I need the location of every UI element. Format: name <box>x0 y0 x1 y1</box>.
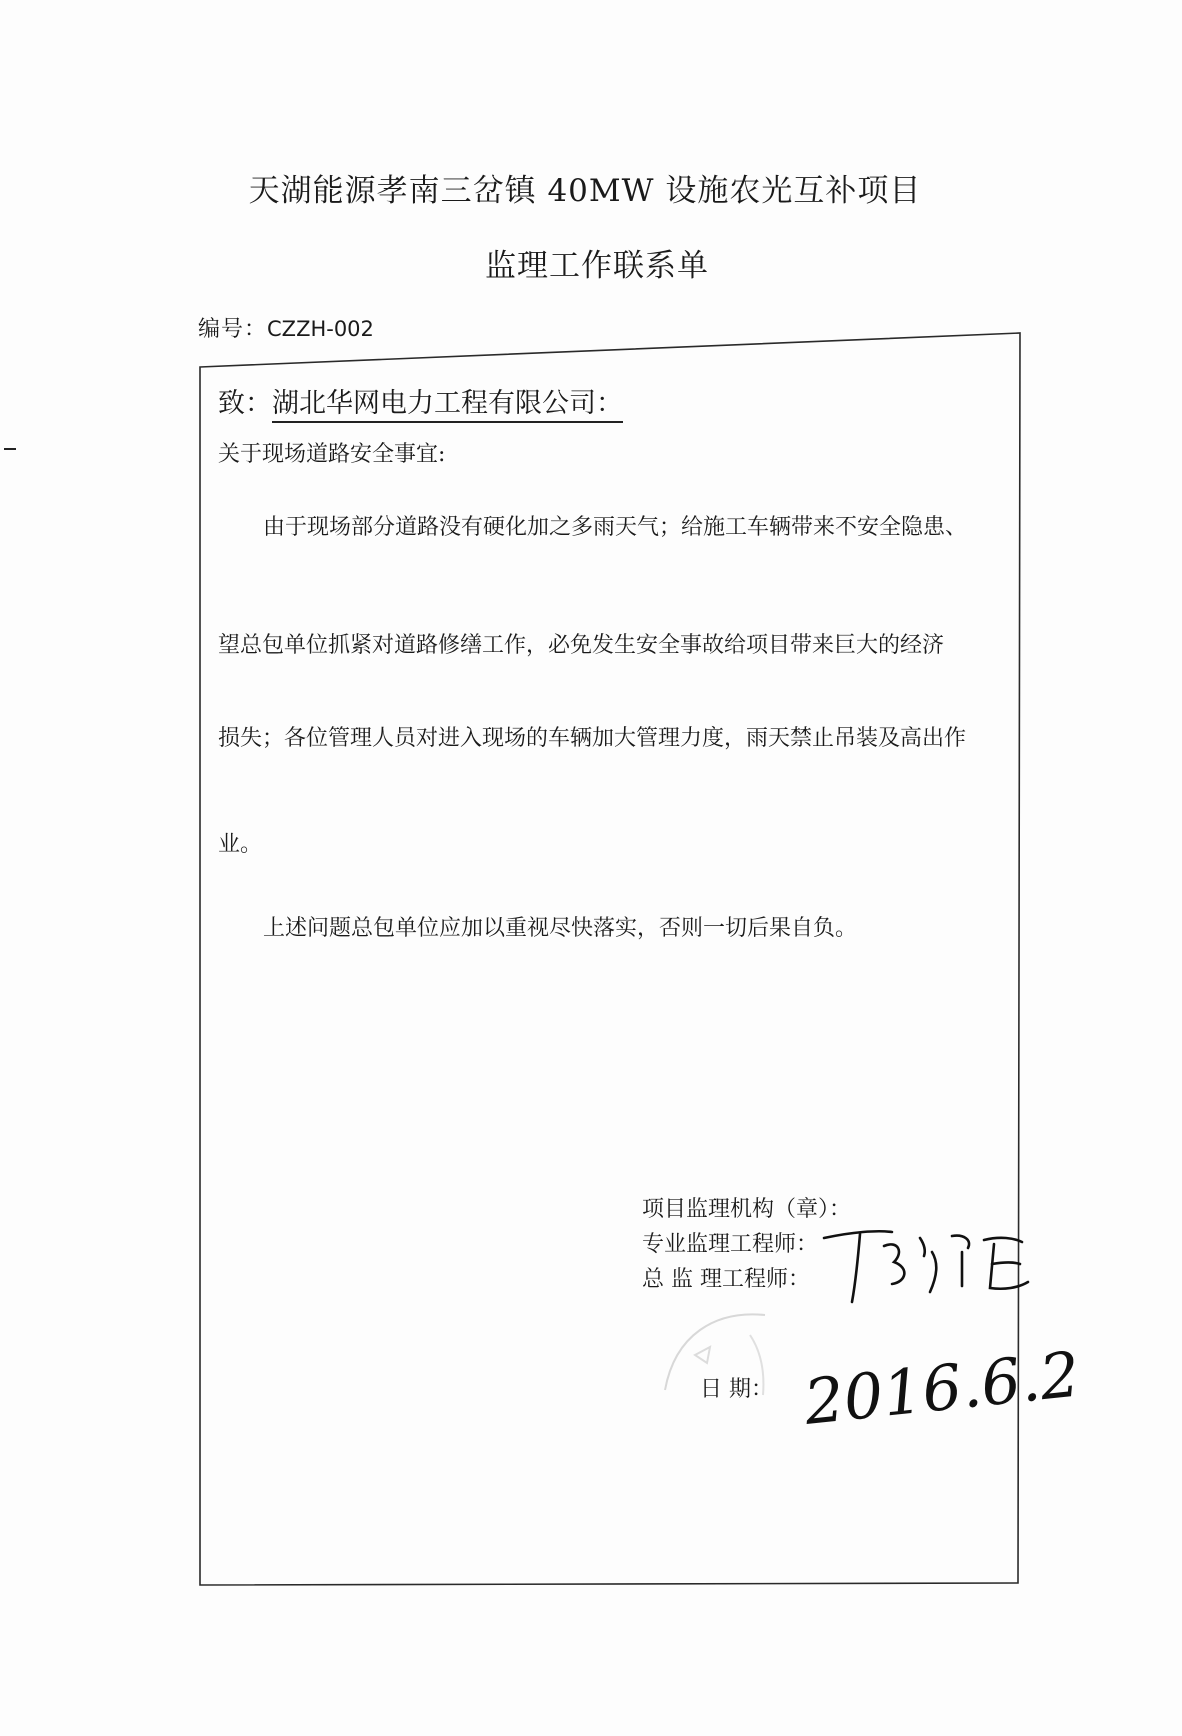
faded-seal <box>655 1295 795 1405</box>
specialist-engineer-label: 专业监理工程师： <box>642 1232 819 1257</box>
body-line-4: 业。 <box>218 832 263 857</box>
date-label: 日 期： <box>700 1377 773 1402</box>
body-line-3: 损失；各位管理人员对进入现场的车辆加大管理力度，雨天禁止吊装及高出作 <box>218 726 967 751</box>
handwritten-date <box>800 1337 1084 1440</box>
margin-mark <box>4 448 16 450</box>
recipient-label: 致： <box>218 388 272 419</box>
chief-engineer-label: 总 监 理工程师： <box>642 1267 810 1292</box>
body-line-5: 上述问题总包单位应加以重视尽快落实，否则一切后果自负。 <box>263 916 858 941</box>
serial-number <box>198 312 374 343</box>
handwritten-date-text: 2016.6.2 <box>800 1337 1084 1439</box>
body-line-1: 由于现场部分道路没有硬化加之多雨天气；给施工车辆带来不安全隐患、 <box>263 515 968 540</box>
supervision-organization-label: 项目监理机构（章）： <box>642 1197 852 1222</box>
document-title-line-1: 天湖能源孝南三岔镇 40MW 设施农光互补项目 <box>248 173 922 209</box>
document-title-line-2: 监理工作联系单 <box>485 248 709 284</box>
recipient-name: 湖北华网电力工程有限公司： <box>272 388 623 423</box>
body-line-2: 望总包单位抓紧对道路修缮工作，必免发生安全事故给项目带来巨大的经济 <box>218 633 945 658</box>
handwritten-signature <box>822 1218 1032 1308</box>
subject-line: 关于现场道路安全事宜: <box>218 442 446 467</box>
recipient-line <box>218 381 623 420</box>
serial-value: CZZH-002 <box>267 317 374 341</box>
serial-label: 编号： <box>198 317 268 342</box>
